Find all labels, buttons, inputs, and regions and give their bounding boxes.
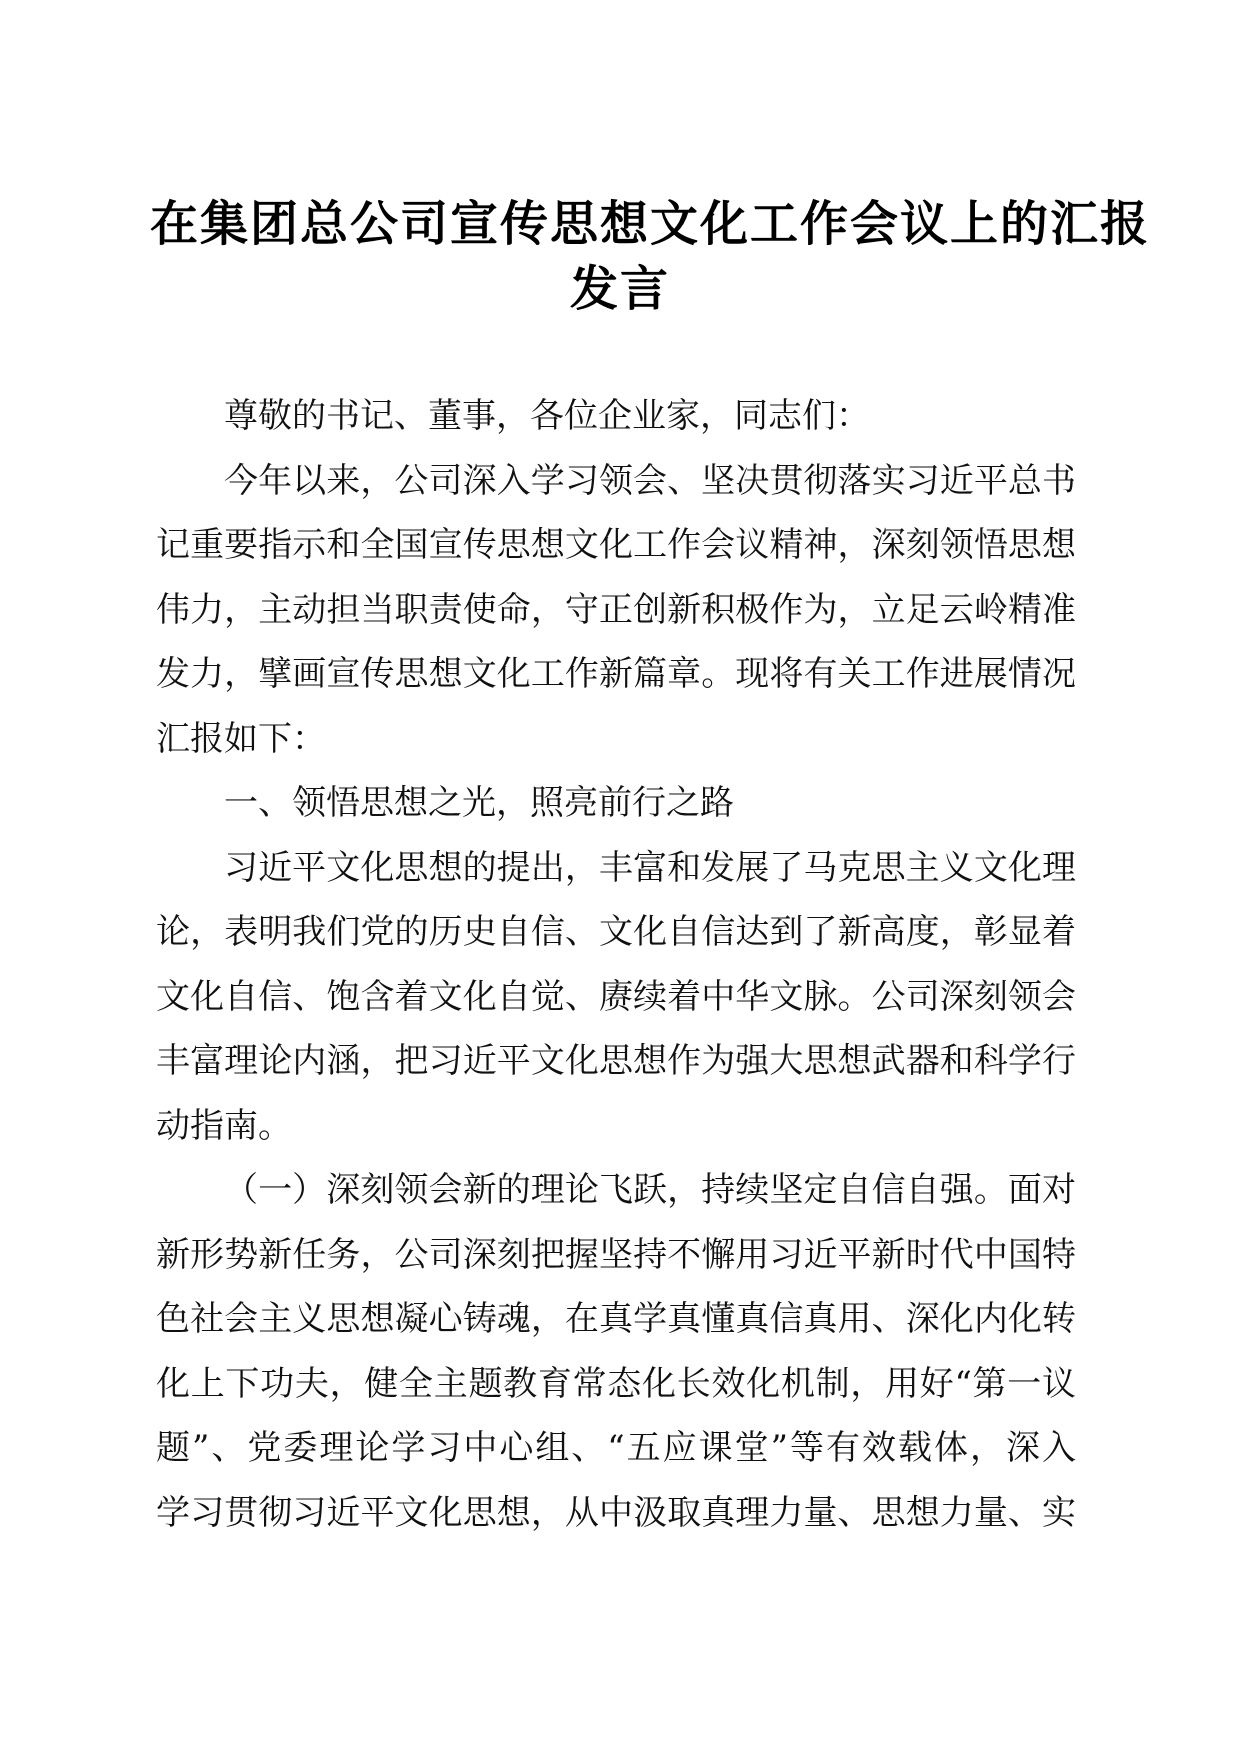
salutation-line: 尊敬的书记、董事，各位企业家，同志们： (224, 396, 870, 436)
subsection-1-line: 色社会主义思想凝心铸魂，在真学真懂真信真用、深化内化转 (156, 1299, 1076, 1339)
subsection-1-line: 新形势新任务，公司深刻把握坚持不懈用习近平新时代中国特 (156, 1234, 1076, 1275)
subsection-1-paragraph (156, 1158, 1076, 1545)
intro-line: 汇报如下： (156, 718, 326, 759)
section-heading-1-text: 一、领悟思想之光，照亮前行之路 (224, 783, 734, 823)
salutation (156, 384, 1076, 449)
section-1-paragraph (156, 836, 1076, 1159)
intro-line: 发力，擘画宣传思想文化工作新篇章。现将有关工作进展情况 (156, 654, 1076, 694)
intro-paragraph (156, 449, 1076, 772)
section-heading-1 (156, 771, 1076, 836)
section-1-line: 论，表明我们党的历史自信、文化自信达到了新高度，彰显着 (156, 912, 1076, 952)
subsection-1-line: 题”、党委理论学习中心组、“五应课堂”等有效载体，深入 (156, 1428, 1076, 1468)
intro-line: 记重要指示和全国宣传思想文化工作会议精神，深刻领悟思想 (156, 525, 1076, 565)
title-line-2: 发言 (569, 261, 670, 317)
section-1-line: 丰富理论内涵，把习近平文化思想作为强大思想武器和科学行 (156, 1041, 1076, 1081)
section-1-line: 文化自信、饱含着文化自觉、赓续着中华文脉。公司深刻领会 (156, 976, 1076, 1017)
subsection-1-line: 化上下功夫，健全主题教育常态化长效化机制，用好“第一议 (156, 1363, 1076, 1404)
subsection-1-line: 学习贯彻习近平文化思想，从中汲取真理力量、思想力量、实 (156, 1492, 1076, 1533)
document-body (156, 384, 1076, 1545)
document-title (150, 192, 1151, 322)
section-1-line: 动指南。 (156, 1105, 292, 1146)
title-line-1: 在集团总公司宣传思想文化工作会议上的汇报 (150, 196, 1151, 252)
intro-line: 今年以来，公司深入学习领会、坚决贯彻落实习近平总书 (224, 460, 1076, 501)
intro-line: 伟力，主动担当职责使命，守正创新积极作为，立足云岭精准 (156, 589, 1076, 630)
section-1-line: 习近平文化思想的提出，丰富和发展了马克思主义文化理 (224, 847, 1076, 888)
subsection-1-line: （一）深刻领会新的理论飞跃，持续坚定自信自强。面对 (224, 1170, 1076, 1210)
